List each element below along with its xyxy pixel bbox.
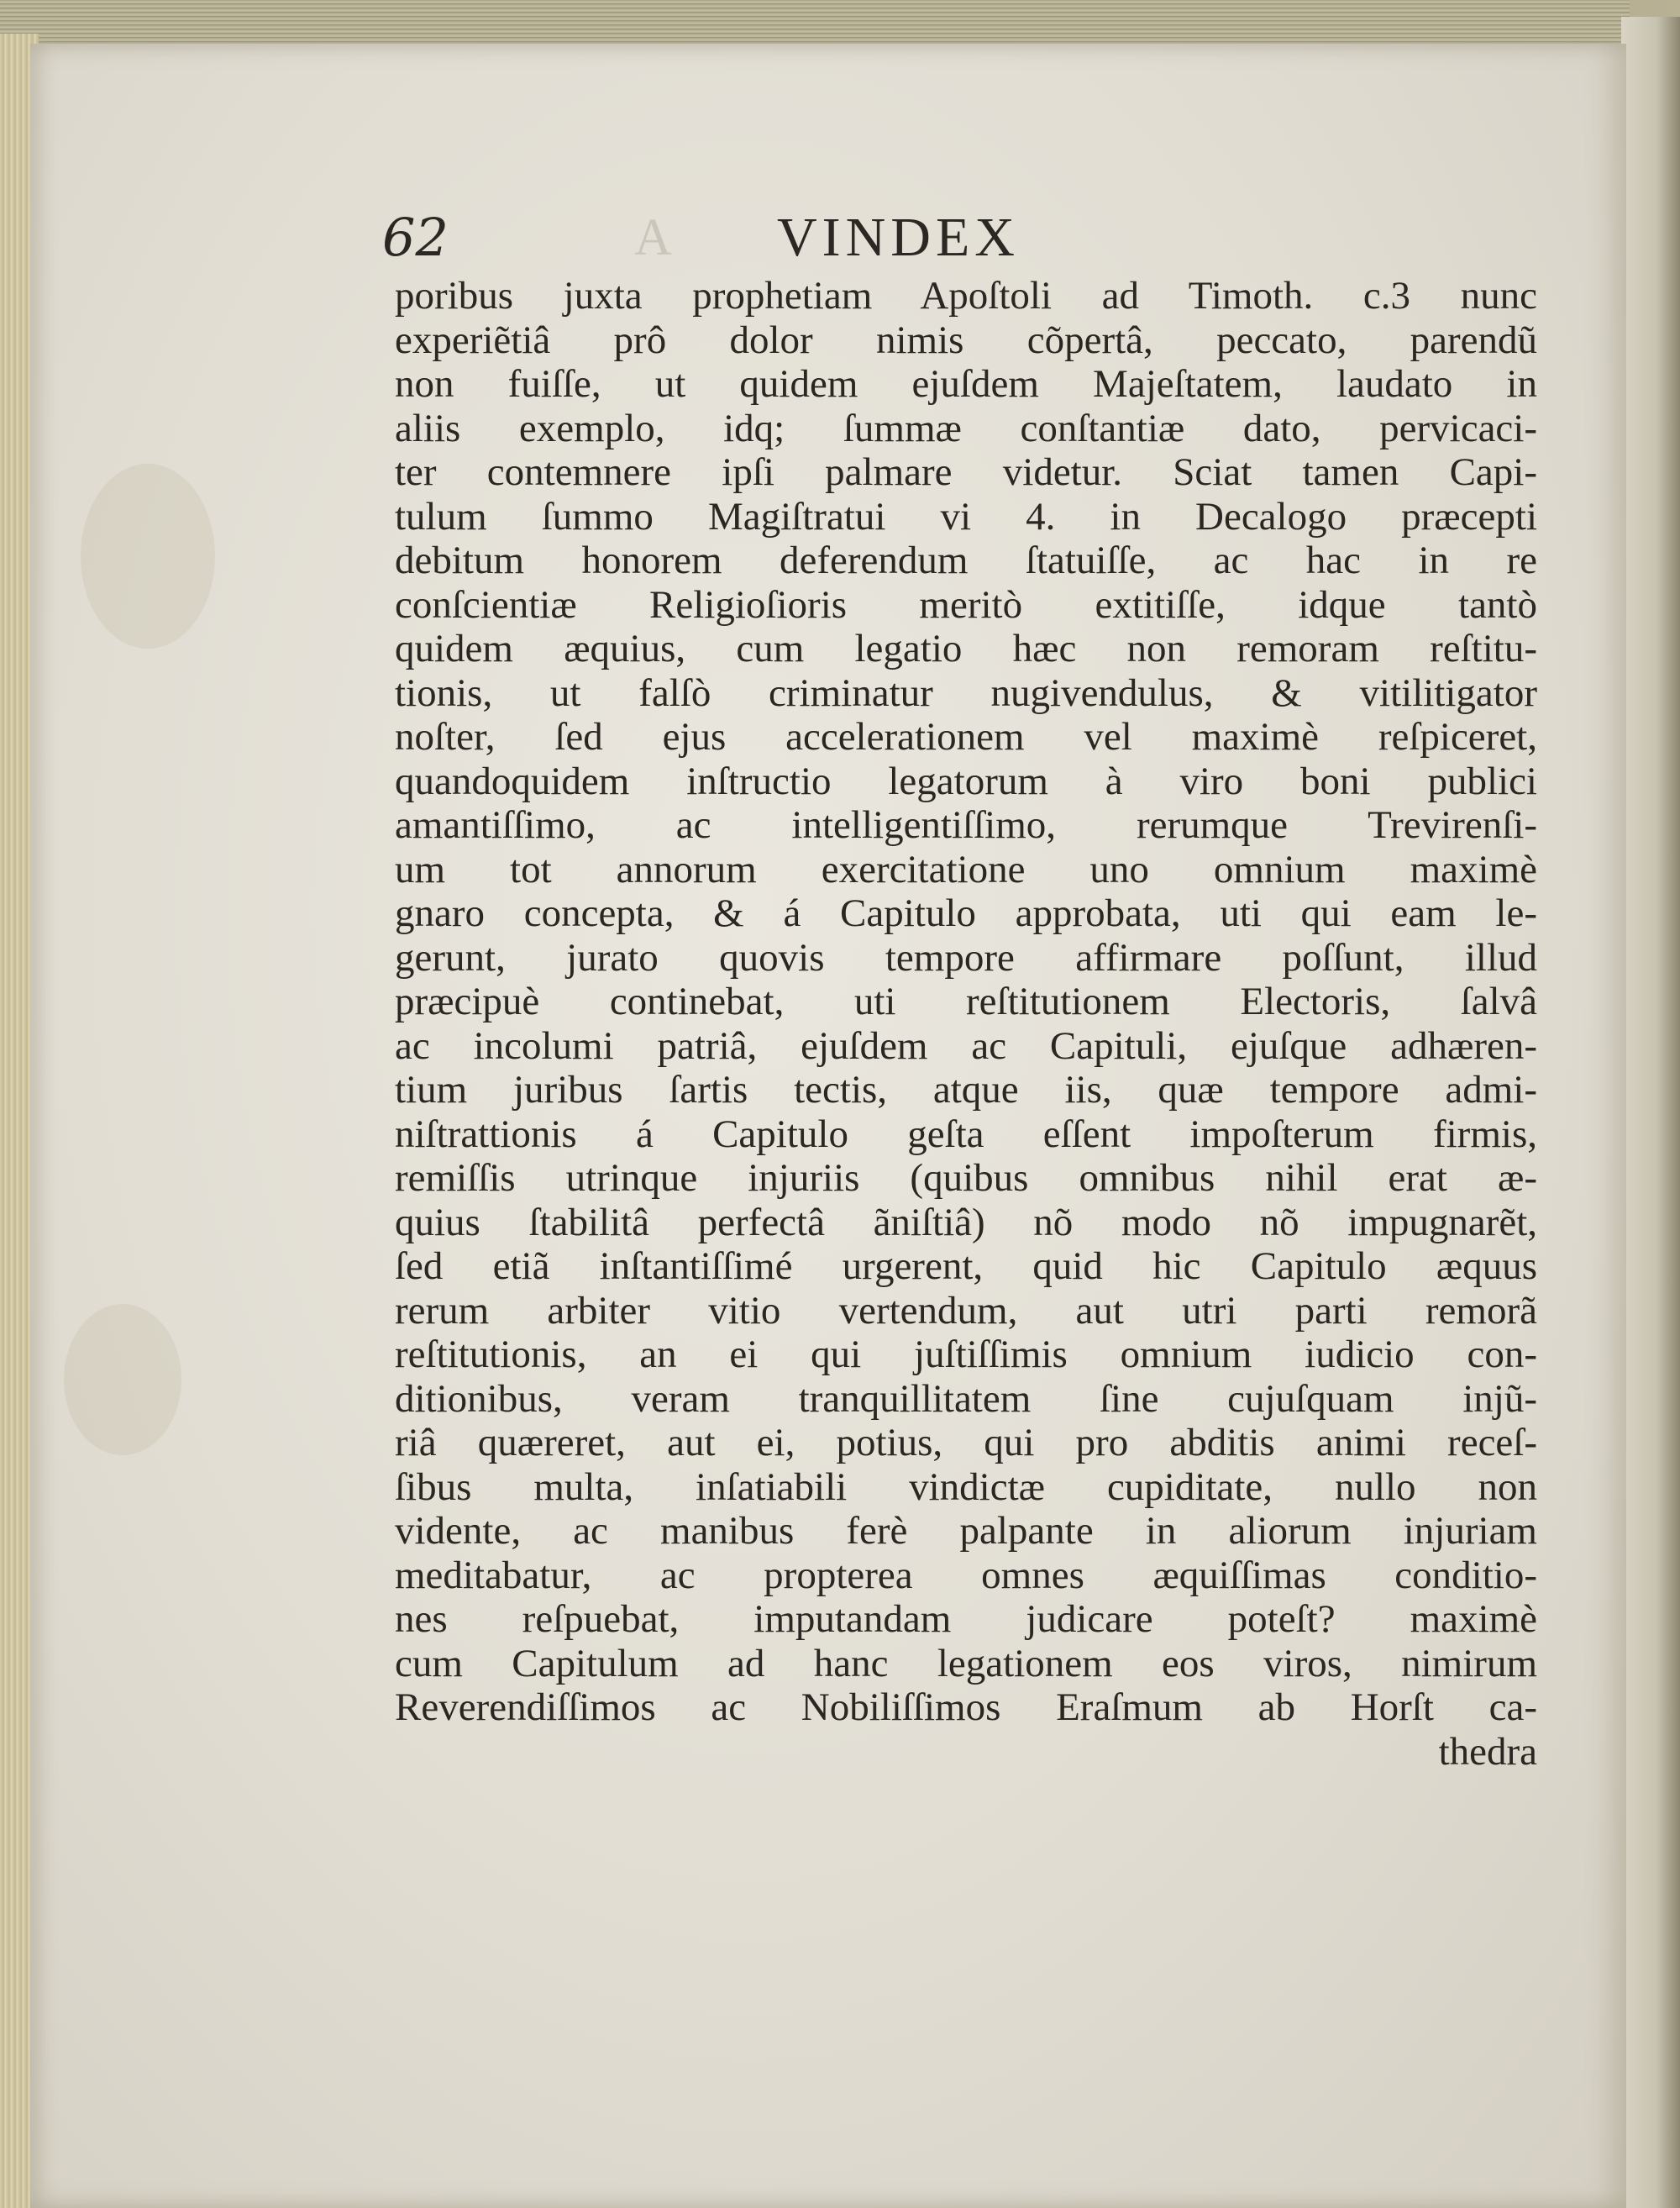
text-line: tulum ſummo Magiſtratui vi 4. in Decalogo præcepti [395, 494, 1537, 539]
text-line: aliis exemplo, idq; ſummæ conſtantiæ dato, pervicaci- [395, 406, 1537, 450]
text-line: ditionibus, veram tranquillitatem ſine cujuſquam injũ- [395, 1376, 1537, 1421]
paper-stain [64, 1304, 181, 1455]
text-line: ſed etiã inſtantiſſimé urgerent, quid hic Capitulo æquus [395, 1244, 1537, 1288]
text-line: rerum arbiter vitio vertendum, aut utri parti remorã [395, 1288, 1537, 1333]
text-line: amantiſſimo, ac intelligentiſſimo, rerumque Trevirenſi- [395, 803, 1537, 847]
text-line: meditabatur, ac propterea omnes æquiſſimas conditio- [395, 1553, 1537, 1597]
show-through-text: A [634, 209, 679, 266]
text-line: quandoquidem inſtructio legatorum à viro boni publici [395, 759, 1537, 803]
body-text [395, 274, 1537, 1774]
text-line: poribus juxta prophetiam Apoſtoli ad Timoth. c.3 nunc [395, 274, 1537, 318]
text-line: Reverendiſſimos ac Nobiliſſimos Eraſmum ab Horſt ca- [395, 1685, 1537, 1729]
text-line: vidente, ac manibus ferè palpante in aliorum injuriam [395, 1509, 1537, 1553]
facing-leaf [1621, 17, 1680, 2208]
text-line: ac incolumi patriâ, ejuſdem ac Capituli, ejuſque adhæren- [395, 1023, 1537, 1068]
running-head: VINDEX [777, 207, 1020, 268]
page-header [382, 200, 1541, 276]
catchword: thedra [1438, 1729, 1537, 1774]
text-line: conſcientiæ Religioſioris meritò extitiſſe, idque tantò [395, 582, 1537, 627]
text-line: ter contemnere ipſi palmare videtur. Sciat tamen Capi- [395, 450, 1537, 494]
text-line: niſtrattionis á Capitulo geſta eſſent impoſterum firmis, [395, 1112, 1537, 1156]
text-line: cum Capitulum ad hanc legationem eos viros, nimirum [395, 1641, 1537, 1685]
paper-stain [81, 464, 215, 649]
text-line: tionis, ut falſò criminatur nugivendulus, & vitilitigator [395, 670, 1537, 715]
text-line: tium juribus ſartis tectis, atque iis, quæ tempore admi- [395, 1068, 1537, 1112]
text-line: non fuiſſe, ut quidem ejuſdem Majeſtatem, laudato in [395, 362, 1537, 406]
text-line: debitum honorem deferendum ſtatuiſſe, ac hac in re [395, 539, 1537, 582]
text-line: gerunt, jurato quovis tempore affirmare poſſunt, illud [395, 935, 1537, 980]
text-line: um tot annorum exercitatione uno omnium maximè [395, 847, 1537, 891]
page-edges-top [0, 0, 1630, 49]
text-line: gnaro concepta, & á Capitulo approbata, uti qui eam le- [395, 891, 1537, 935]
text-line: remiſſis utrinque injuriis (quibus omnibus nihil erat æ- [395, 1156, 1537, 1200]
text-line: ſibus multa, inſatiabili vindictæ cupiditate, nullo non [395, 1464, 1537, 1509]
text-line: reſtitutionis, an ei qui juſtiſſimis omnium iudicio con- [395, 1333, 1537, 1376]
text-line: præcipuè continebat, uti reſtitutionem Electoris, ſalvâ [395, 980, 1537, 1023]
text-line: riâ quæreret, aut ei, potius, qui pro abditis animi receſ- [395, 1421, 1537, 1464]
page-number: 62 [382, 207, 449, 268]
text-line: quidem æquius, cum legatio hæc non remoram reſtitu- [395, 627, 1537, 670]
text-line: noſter, ſed ejus accelerationem vel maximè reſpiceret, [395, 715, 1537, 759]
text-line: experiẽtiâ prô dolor nimis cõpertâ, peccato, parendũ [395, 318, 1537, 362]
text-line: nes reſpuebat, imputandam judicare poteſt? maximè [395, 1597, 1537, 1641]
text-line: quius ſtabilitâ perfectâ ãniſtiâ) nõ modo nõ impugnarẽt, [395, 1200, 1537, 1244]
